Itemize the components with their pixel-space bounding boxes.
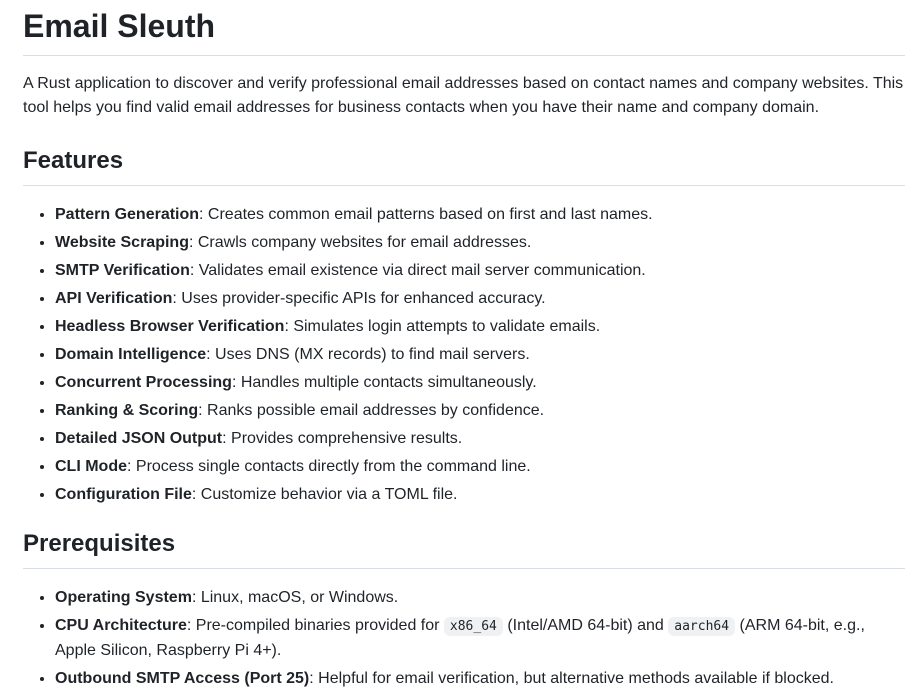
feature-term: CLI Mode <box>55 458 127 475</box>
prereq-desc: : Helpful for email verification, but alternative methods available if blocked. <box>309 670 834 687</box>
feature-desc: : Uses DNS (MX records) to find mail servers. <box>206 346 530 363</box>
feature-term: Website Scraping <box>55 234 189 251</box>
list-item <box>55 667 905 691</box>
feature-desc: : Process single contacts directly from the command line. <box>127 458 531 475</box>
prerequisites-list <box>23 586 905 691</box>
feature-term: Pattern Generation <box>55 206 200 223</box>
feature-term: Detailed JSON Output <box>55 430 223 447</box>
feature-desc: : Validates email existence via direct mail server communication. <box>189 262 646 279</box>
feature-desc: : Creates common email patterns based on first and last names. <box>199 206 653 223</box>
list-item <box>55 315 905 339</box>
list-item <box>55 231 905 255</box>
list-item <box>55 427 905 451</box>
feature-term: SMTP Verification <box>55 262 190 279</box>
prereq-desc: (ARM 64-bit, e.g., Apple Silicon, Raspberry Pi 4+). <box>55 617 865 659</box>
feature-desc: : Crawls company websites for email addresses. <box>188 234 532 251</box>
features-heading: Features <box>23 146 905 186</box>
list-item <box>55 343 905 367</box>
list-item <box>55 203 905 227</box>
feature-desc: : Ranks possible email addresses by confidence. <box>198 402 545 419</box>
feature-desc: : Uses provider-specific APIs for enhanced accuracy. <box>172 290 546 307</box>
feature-term: Configuration File <box>55 486 192 503</box>
feature-term: Concurrent Processing <box>55 374 232 391</box>
prerequisites-heading: Prerequisites <box>23 529 905 569</box>
feature-desc: : Handles multiple contacts simultaneously. <box>231 374 537 391</box>
prereq-desc: : Pre-compiled binaries provided for <box>186 617 444 634</box>
feature-desc: : Customize behavior via a TOML file. <box>191 486 458 503</box>
list-item <box>55 483 905 507</box>
list-item <box>55 259 905 283</box>
list-item <box>55 586 905 610</box>
inline-code: aarch64 <box>668 617 735 636</box>
feature-term: Headless Browser Verification <box>55 318 285 335</box>
feature-term: Ranking & Scoring <box>55 402 199 419</box>
list-item <box>55 455 905 479</box>
prereq-desc: (Intel/AMD 64-bit) and <box>502 617 669 634</box>
feature-term: Domain Intelligence <box>55 346 207 363</box>
list-item <box>55 287 905 311</box>
feature-desc: : Provides comprehensive results. <box>222 430 463 447</box>
page-title: Email Sleuth <box>23 0 905 56</box>
prereq-desc: : Linux, macOS, or Windows. <box>191 589 399 606</box>
prereq-term: CPU Architecture <box>55 617 187 634</box>
intro-paragraph: A Rust application to discover and verify professional email addresses based on contact names and company websites. This tool helps you find valid email addresses for business contacts when you have their name and company domain. <box>23 75 904 116</box>
features-list <box>23 203 905 507</box>
list-item <box>55 614 905 663</box>
inline-code: x86_64 <box>444 617 503 636</box>
feature-term: API Verification <box>55 290 173 307</box>
list-item <box>55 371 905 395</box>
list-item <box>55 399 905 423</box>
prereq-term: Operating System <box>55 589 192 606</box>
prereq-term: Outbound SMTP Access (Port 25) <box>55 670 310 687</box>
feature-desc: : Simulates login attempts to validate emails. <box>284 318 601 335</box>
